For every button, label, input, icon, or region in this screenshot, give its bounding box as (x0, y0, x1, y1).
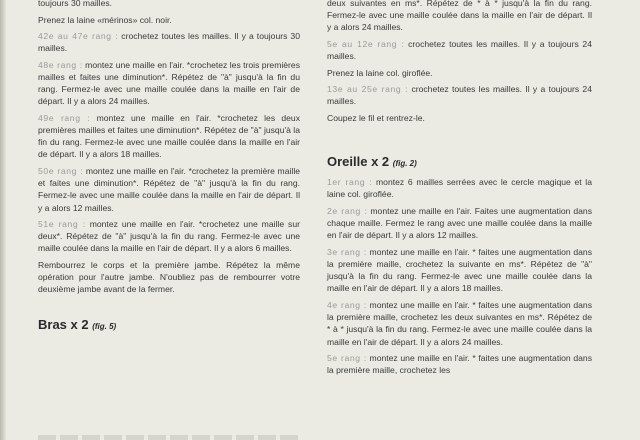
rang-text: montez une maille en l'air. Faites une augmentation dans chaque maille. Fermez le rang avec une maille coulée dans la maille en l'air de départ. Il y a alors 12 mailles. (327, 205, 592, 241)
paragraph-text: Prenez la laine col. giroflée. (327, 67, 433, 78)
rang-text: montez une maille en l'air. *crochetez une maille sur deux*. Répétez de "à" jusqu'à la fin du rang. Fermez-le avec une maille coulée dans la maille en l'air de départ. Il y a alors 6 mailles. (38, 219, 300, 254)
paragraph (38, 14, 300, 26)
left-column (38, 0, 300, 333)
rang-instruction (38, 30, 300, 54)
rang-text: crochetez toutes les mailles. Il y a toujours 24 mailles. (327, 84, 592, 107)
rang-instruction (38, 59, 300, 108)
paragraph-text: deux suivantes en ms*. Répétez de * à * jusqu'à la fin du rang. Fermez-le avec une maille coulée dans la maille en l'air de départ. Il y a alors 24 mailles. (327, 0, 592, 33)
paragraph (327, 0, 592, 34)
rang-label: 42e au 47e rang : (38, 31, 119, 41)
paragraph-text: Rembourrez le corps et la première jambe. Répétez la même opération pour l'autre jambe. N'oubliez pas de rembourrer votre deuxième jambe avant de la fermer. (38, 259, 300, 295)
right-column (327, 0, 592, 381)
rang-label: 13e au 25e rang : (327, 84, 409, 95)
rang-label: 51e rang : (38, 219, 86, 230)
rang-text: montez une maille en l'air. *crochetez les deux premières mailles et faites une diminution*. Répétez de "à" jusqu'à la fin du rang. Fermez-le avec une maille coulée dans la maille en l'air de départ. Il y a alors 18 mailles. (38, 112, 300, 160)
paragraph-text: toujours 30 mailles. (38, 0, 113, 8)
paragraph-text: Coupez le fil et rentrez-le. (327, 112, 425, 123)
page-binding-shadow (0, 0, 6, 440)
rang-label: 4e rang : (327, 299, 367, 310)
paragraph (327, 67, 592, 79)
rang-label: 3e rang : (327, 246, 367, 257)
cut-off-text-line (38, 435, 300, 440)
figure-reference: (fig. 5) (92, 321, 117, 331)
rang-instruction (327, 83, 592, 107)
section-heading-bras (38, 316, 300, 333)
paragraph (38, 259, 300, 296)
rang-instruction (327, 176, 592, 200)
paragraph-text: Prenez la laine «mérinos» col. noir. (38, 14, 172, 25)
heading-title: Oreille x 2 (327, 154, 390, 170)
rang-label: 50e rang : (38, 165, 84, 176)
paragraph (327, 112, 592, 124)
heading-title: Bras x 2 (38, 316, 89, 332)
rang-instruction (38, 112, 300, 161)
rang-instruction (327, 352, 592, 376)
rang-text: crochetez toutes les mailles. Il y a toujours 24 mailles. (327, 38, 592, 62)
rang-text: montez une maille en l'air. * faites une augmentation dans la première maille, crochetez les deux suivantes en ms*. Répétez de * à * jusqu'à la fin du rang. Fermez-le avec une maille coulée dans la maille en l'air de départ. Il y a alors 24 mailles. (327, 299, 592, 347)
rang-label: 1er rang : (327, 177, 373, 188)
rang-text: montez 6 mailles serrées avec le cercle magique et la laine col. giroflée. (327, 177, 592, 200)
rang-instruction (38, 218, 300, 255)
figure-reference: (fig. 2) (392, 159, 417, 169)
rang-label: 5e rang : (327, 353, 367, 364)
rang-instruction (327, 246, 592, 295)
rang-instruction (327, 299, 592, 348)
rang-instruction (327, 38, 592, 62)
section-heading-oreille (327, 156, 592, 170)
rang-text: montez une maille en l'air. * faites une augmentation dans la première maille, crochetez les (327, 353, 592, 376)
rang-text: montez une maille en l'air. *crochetez les trois premières mailles et faites une diminution*. Répétez de "à" jusqu'à la fin du rang. Fermez-le avec une maille coulée dans la maille en l'air de départ. Il y a alors 24 mailles. (38, 59, 300, 107)
rang-text: montez une maille en l'air. * faites une augmentation dans la première maille, crochetez la suivante en ms*. Répétez de "à" jusqu'à la fin du rang. Fermez-le avec une maille coulée dans la maille en l'air de départ. Il y a alors 18 mailles. (327, 246, 592, 294)
rang-text: montez une maille en l'air. *crochetez la première maille et faites une diminution*. Répétez de "à" jusqu'à la fin du rang. Fermez-le avec une maille coulée dans la maille en l'air de départ. Il y a alors 12 mailles. (38, 165, 301, 213)
rang-label: 49e rang : (38, 112, 91, 123)
rang-instruction (38, 165, 300, 214)
rang-label: 48e rang : (38, 59, 83, 70)
rang-label: 2e rang : (327, 205, 368, 216)
rang-instruction (327, 205, 592, 242)
paragraph (38, 0, 300, 9)
rang-label: 5e au 12e rang : (327, 38, 405, 49)
rang-text: crochetez toutes les mailles. Il y a toujours 30 mailles. (38, 31, 300, 54)
